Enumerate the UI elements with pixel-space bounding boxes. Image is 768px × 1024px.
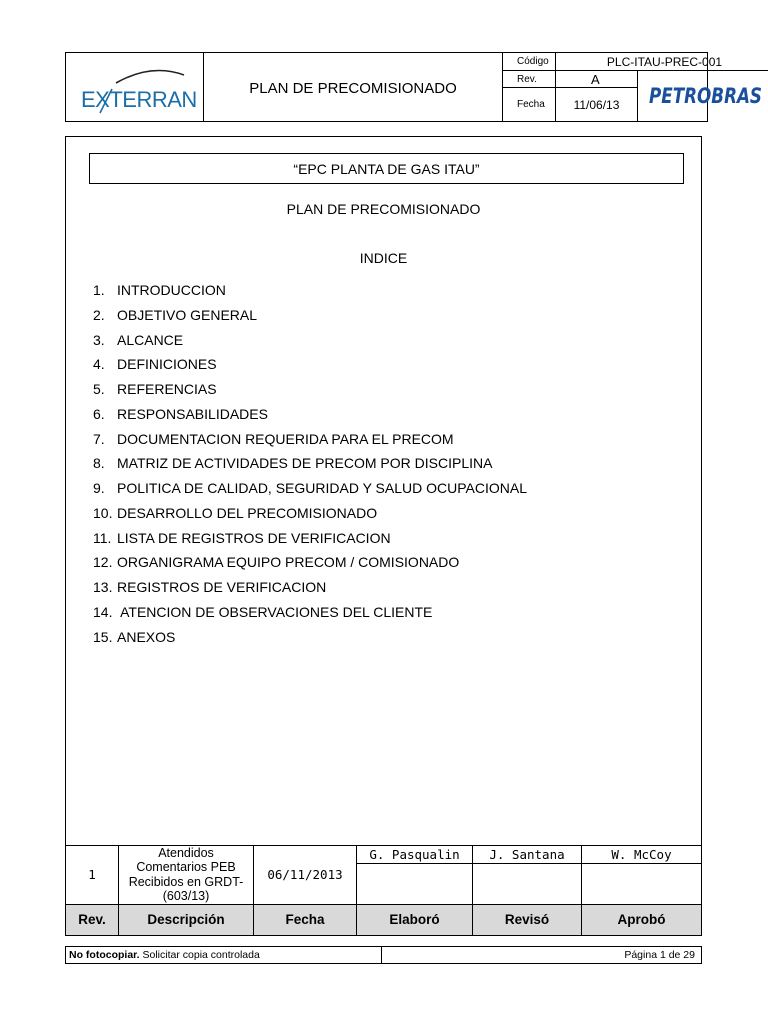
toc-item-number: 2. xyxy=(93,306,105,323)
toc-item-number: 9. xyxy=(93,480,105,496)
aprobo-name: W. McCoy xyxy=(611,846,672,862)
toc-item-label: INTRODUCCION xyxy=(117,282,226,298)
elaboro-name: G. Pasqualin xyxy=(369,846,460,862)
toc-item-label: DOCUMENTACION REQUERIDA PARA EL PRECOM xyxy=(117,430,454,447)
toc-item xyxy=(93,357,527,382)
toc-item-label: RESPONSABILIDADES xyxy=(117,405,268,422)
toc-item-number: 4. xyxy=(93,356,105,373)
petrobras-logo-text: PETROBRAS xyxy=(649,84,762,108)
toc-item-label: ORGANIGRAMA EQUIPO PRECOM / COMISIONADO xyxy=(117,554,460,571)
toc-item xyxy=(93,605,527,630)
toc-item-number: 10. xyxy=(93,504,113,521)
toc-item-label: ANEXOS xyxy=(117,628,176,645)
toc-item xyxy=(93,531,527,556)
copy-notice-bold: No fotocopiar. xyxy=(69,949,140,961)
toc-item-number: 15. xyxy=(93,628,113,645)
revision-description-line: Recibidos en GRDT- xyxy=(128,874,244,889)
toc-item xyxy=(93,432,527,457)
toc-item-label: DEFINICIONES xyxy=(117,356,217,373)
toc-item xyxy=(93,580,527,605)
client-logo-cell xyxy=(639,71,768,121)
toc-item-number: 8. xyxy=(93,455,105,472)
toc-item xyxy=(93,456,527,481)
document-title: PLAN DE PRECOMISIONADO xyxy=(204,53,503,121)
revision-number: 1 xyxy=(88,867,96,882)
project-title: “EPC PLANTA DE GAS ITAU” xyxy=(89,153,684,184)
date-label: Fecha xyxy=(503,88,556,121)
description-column-header: Descripción xyxy=(147,912,225,927)
toc-item xyxy=(93,506,527,531)
document-header xyxy=(65,52,762,122)
toc-item-label: ALCANCE xyxy=(117,331,184,348)
table-of-contents xyxy=(93,283,527,654)
document-body xyxy=(65,136,702,936)
toc-item xyxy=(93,407,527,432)
elaboro-column-header: Elaboró xyxy=(389,912,440,927)
toc-item-label: REGISTROS DE VERIFICACION xyxy=(117,579,327,595)
exterran-logo-text: EXTERRAN xyxy=(81,87,197,112)
plan-title: PLAN DE PRECOMISIONADO xyxy=(286,201,481,217)
toc-item-number: 13. xyxy=(93,579,113,595)
exterran-logo xyxy=(66,53,204,121)
toc-item xyxy=(93,333,527,358)
toc-item-number: 12. xyxy=(93,554,113,571)
petrobras-logo xyxy=(639,71,768,121)
rev-label: Rev. xyxy=(503,71,556,88)
toc-item-label: ATENCION DE OBSERVACIONES DEL CLIENTE xyxy=(117,603,433,620)
date-value: 11/06/13 xyxy=(556,88,638,121)
revision-description-line: Atendidos xyxy=(158,845,214,860)
revision-description xyxy=(119,845,253,904)
date-column-header: Fecha xyxy=(285,912,325,927)
toc-item-number: 1. xyxy=(93,282,105,298)
toc-item xyxy=(93,308,527,333)
revision-table xyxy=(66,845,701,935)
toc-item-number: 14. xyxy=(93,603,113,620)
toc-item xyxy=(93,555,527,580)
company-logo-cell xyxy=(66,53,204,121)
rev-value: A xyxy=(556,71,638,88)
toc-item-label: OBJETIVO GENERAL xyxy=(117,306,258,323)
toc-item-number: 5. xyxy=(93,381,105,397)
revision-date: 06/11/2013 xyxy=(267,867,343,882)
toc-item-number: 11. xyxy=(93,529,112,546)
reviso-name: J. Santana xyxy=(489,846,565,862)
aprobo-column-header: Aprobó xyxy=(617,912,666,927)
toc-item-number: 6. xyxy=(93,405,105,422)
toc-item xyxy=(93,630,527,655)
index-title: INDICE xyxy=(359,250,408,266)
toc-item-label: DESARROLLO DEL PRECOMISIONADO xyxy=(117,504,378,521)
toc-item xyxy=(93,481,527,506)
rev-column-header: Rev. xyxy=(78,912,106,927)
copy-notice xyxy=(69,949,260,961)
toc-item-label: POLITICA DE CALIDAD, SEGURIDAD Y SALUD OCUPACIONAL xyxy=(117,480,527,496)
code-label: Código xyxy=(503,53,556,71)
revision-description-line: Comentarios PEB xyxy=(136,860,236,874)
toc-item-number: 3. xyxy=(93,331,105,348)
reviso-column-header: Revisó xyxy=(504,912,550,927)
copy-notice-rest: Solicitar copia controlada xyxy=(139,949,260,961)
toc-item-label: REFERENCIAS xyxy=(117,381,217,397)
code-value: PLC-ITAU-PREC-001 xyxy=(556,53,768,71)
toc-item xyxy=(93,283,527,308)
toc-item-label: MATRIZ DE ACTIVIDADES DE PRECOM POR DISCIPLINA xyxy=(117,455,493,472)
page-number: Página 1 de 29 xyxy=(624,949,695,961)
revision-description-line: (603/13) xyxy=(162,889,210,903)
toc-item-number: 7. xyxy=(93,430,105,447)
toc-item-label: LISTA DE REGISTROS DE VERIFICACION xyxy=(117,529,391,546)
page-footer xyxy=(65,946,702,964)
toc-item xyxy=(93,382,527,407)
